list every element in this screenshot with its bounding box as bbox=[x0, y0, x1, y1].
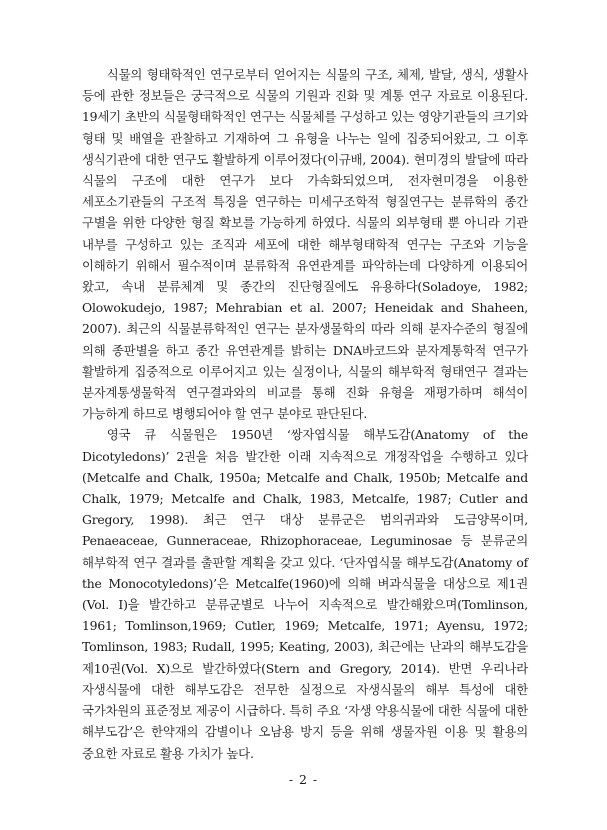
document-body bbox=[82, 64, 528, 764]
paragraph-2: 영국 큐 식물원은 1950년 ‘쌍자엽식물 해부도감(Anatomy of the Dicotyledons)’ 2권을 처음 발간한 이래 지속적으로 개정작업을 수행하고 있다(Metcalfe and Chalk, 1950a; Metcalfe and Chalk, 1950b; Metcalfe and Chalk, 1979; Metcalfe and Chalk, 1983, Metcalfe, 1987; Cutler and Gregory, 1998). 최근 연구 대상 분류군은 범의귀과와 도금양목이며, Penaeaceae, Gunneraceae, Rhizophoraceae, Leguminosae 등 분류군의 해부학적 연구 결과를 출판할 계획을 갖고 있다. ‘단자엽식물 해부도감(Anatomy of the Monocotyledons)’은 Metcalfe(1960)에 의해 벼과식물을 대상으로 제1권(Vol. I)을 발간하고 분류군별로 나누어 지속적으로 발간해왔으며(Tomlinson, 1961; Tomlinson,1969; Cutler, 1969; Metcalfe, 1971; Ayensu, 1972; Tomlinson, 1983; Rudall, 1995; Keating, 2003), 최근에는 난과의 해부도감을 제10권(Vol. X)으로 발간하였다(Stern and Gregory, 2014). 반면 우리나라 자생식물에 대한 해부도감은 전무한 실정으로 자생식물의 해부 특성에 대한 국가차원의 표준정보 제공이 시급하다. 특히 주요 ‘자생 약용식물에 대한 식물에 대한 해부도감’은 한약재의 감별이나 오남용 방지 등을 위해 생물자원 이용 및 활용의 중요한 자료로 활용 가치가 높다. bbox=[82, 427, 528, 761]
page-number: - 2 - bbox=[288, 772, 319, 787]
paragraph-1: 식물의 형태학적인 연구로부터 얻어지는 식물의 구조, 체제, 발달, 생식, 생활사 등에 관한 정보들은 궁극적으로 식물의 기원과 진화 및 계통 연구 자료로 이용된다. 19세기 초반의 식물형태학적인 연구는 식물체를 구성하고 있는 영양기관들의 크기와 형태 및 배열을 관찰하고 기재하여 그 유형을 나누는 일에 집중되어왔고, 그 이후 생식기관에 대한 연구도 활발하게 이루어졌다(이규배, 2004). 현미경의 발달에 따라 식물의 구조에 대한 연구가 보다 가속화되었으며, 전자현미경을 이용한 세포소기관들의 구조적 특징을 연구하는 미세구조학적 형질연구는 분류학의 종간 구별을 위한 다양한 형질 확보를 가능하게 하였다. 식물의 외부형태 뿐 아니라 기관 내부를 구성하고 있는 조직과 세포에 대한 해부형태학적 연구는 구조와 기능을 이해하기 위해서 필수적이며 분류학적 유연관계를 파악하는데 다양하게 이용되어 왔고, 속내 분류체계 및 종간의 진단형질에도 유용하다(Soladoye, 1982; Olowokudejo, 1987; Mehrabian et al. 2007; Heneidak and Shaheen, 2007). 최근의 식물분류학적인 연구는 분자생물학의 따라 의해 분자수준의 형질에 의해 종판별을 하고 종간 유연관계를 밝히는 DNA바코드와 분자계통학적 연구가 활발하게 집중적으로 이루어지고 있는 실정이나, 식물의 해부학적 형태연구 결과는 분자계통생물학적 연구결과와의 비교를 통해 진화 유형을 재평가하며 해석이 가능하게 하므로 병행되어야 할 연구 분야로 판단된다. bbox=[82, 67, 528, 422]
